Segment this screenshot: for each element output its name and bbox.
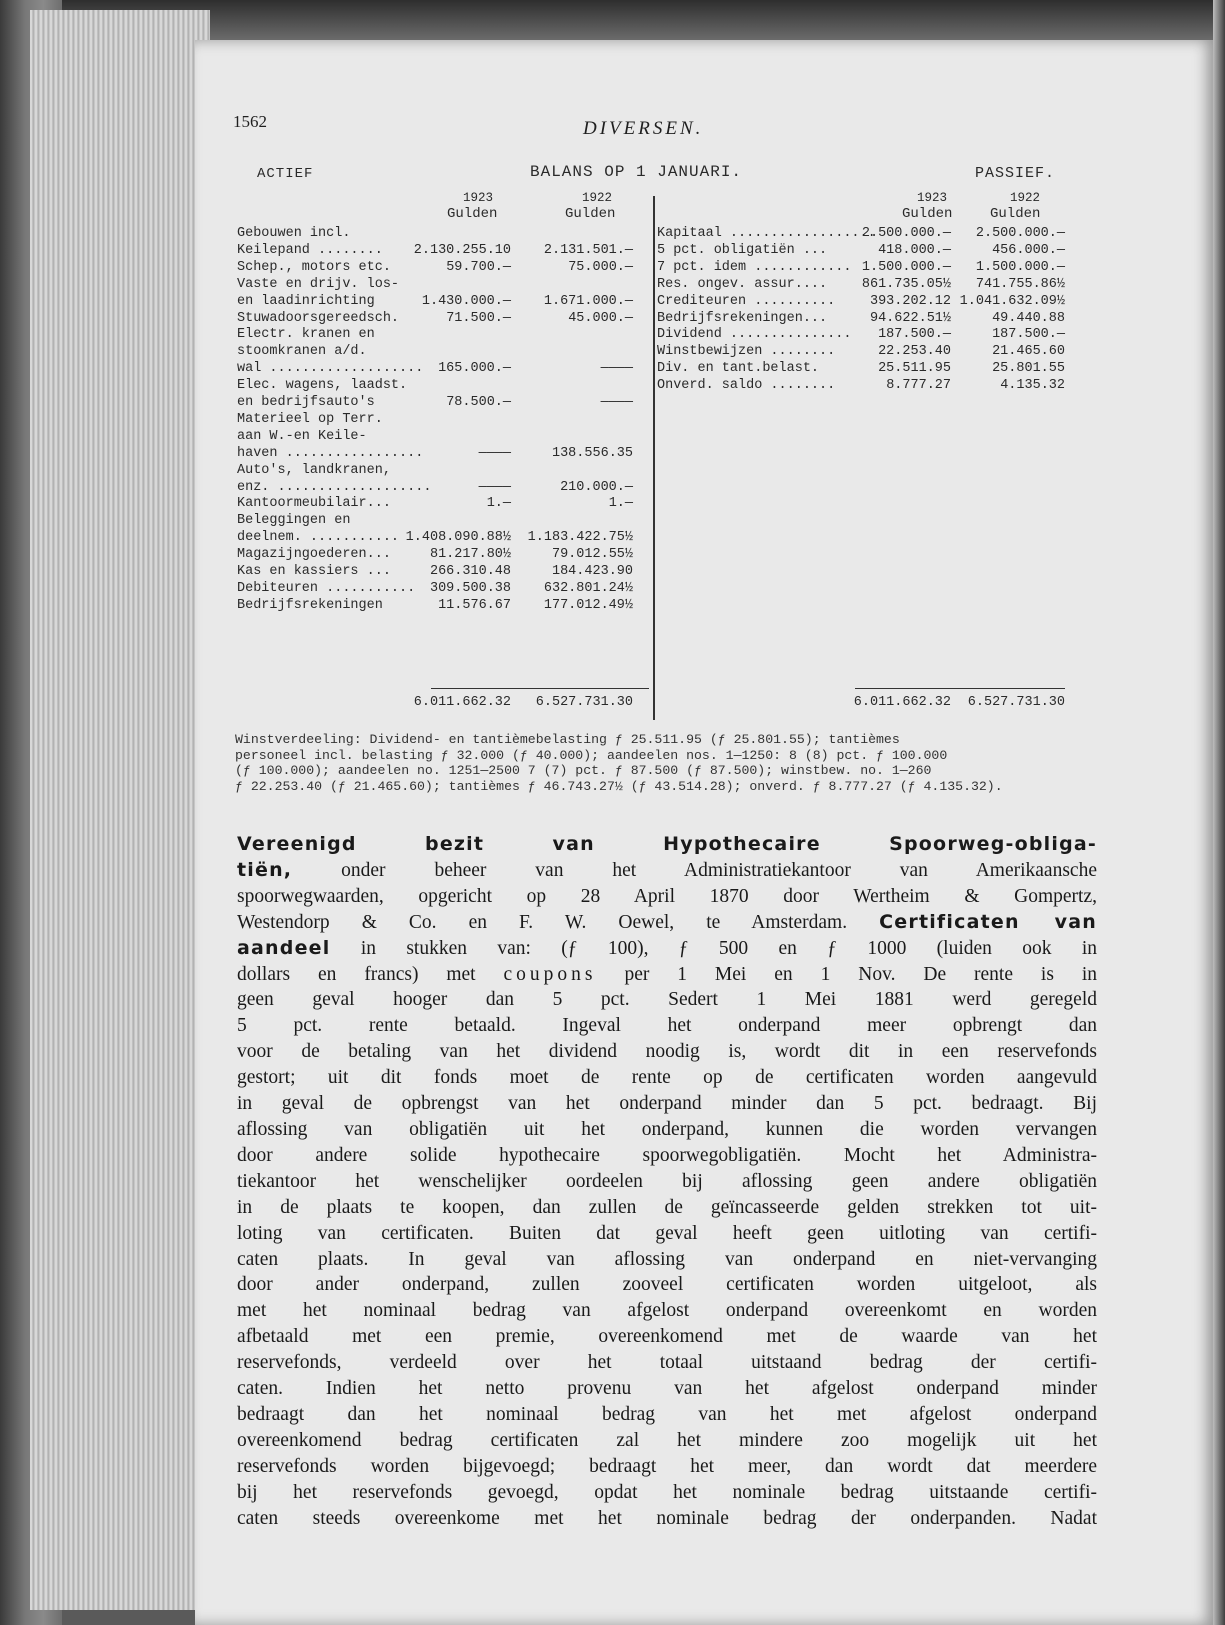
liability-value-1923: 25.511.95 — [878, 361, 951, 377]
book-page — [195, 40, 1215, 1625]
article-line: in de plaats te koopen, dan zullen de geïncasseerde gelden strekken tot uit- — [237, 1196, 1097, 1218]
liability-total-1922: 6.527.731.30 — [967, 695, 1065, 710]
asset-value-1922: 138.556.35 — [551, 445, 633, 461]
asset-label: Materieel op Terr. — [237, 411, 383, 427]
article-line: 5 pct. rente betaald. Ingeval het onderpand meer opbrengt dan — [237, 1015, 1097, 1037]
asset-value-1923: ———— — [478, 479, 511, 495]
note-line: ƒ 22.253.40 (ƒ 21.465.60); tantièmes ƒ 46.743.27½ (ƒ 43.514.28); onverd. ƒ 8.777.27 (ƒ 4.135.32). — [235, 778, 1003, 794]
article-line — [237, 962, 1097, 988]
asset-total-1923: 6.011.662.32 — [413, 695, 511, 710]
asset-label: Kantoormeubilair... — [237, 496, 391, 512]
asset-label: Kas en kassiers ... — [237, 564, 391, 579]
article-line — [237, 858, 1097, 884]
liability-year-1923: 1923 — [917, 191, 948, 205]
liability-value-1923: 94.622.51½ — [869, 310, 951, 326]
asset-unit-1922: Gulden — [565, 206, 616, 222]
asset-label: Elec. wagens, laadst. — [237, 378, 408, 394]
liability-value-1922: 21.465.60 — [992, 344, 1065, 360]
article-line: aflossing van obligatiën uit het onderpand, kunnen die worden vervangen — [237, 1118, 1097, 1140]
article-text: Westendorp & Co. en F. W. Oewel, te Amsterdam. — [237, 911, 848, 933]
asset-value-1923: 1.408.090.88½ — [405, 530, 511, 546]
article-heading-cont: tiën, — [237, 858, 293, 881]
article-line: caten steeds overeenkome met het nominale bedrag der onderpanden. Nadat — [237, 1507, 1097, 1529]
asset-value-1923: 71.500.— — [446, 310, 511, 326]
asset-label: Vaste en drijv. los- — [237, 276, 400, 292]
article-line: bij het reservefonds gevoegd, opdat het nominale bedrag uitstaande certifi- — [237, 1481, 1097, 1503]
liability-value-1922: 1.041.632.09½ — [959, 293, 1065, 309]
article-line: door andere solide hypothecaire spoorwegobligatiën. Mocht het Administra- — [237, 1144, 1097, 1166]
asset-value-1922: 75.000.— — [568, 259, 633, 275]
asset-value-1923: 78.500.— — [446, 395, 511, 410]
asset-year-1923: 1923 — [463, 191, 494, 205]
article-rest — [237, 987, 1097, 1531]
actief-heading: ACTIEF — [257, 166, 314, 182]
book-top-edge — [60, 0, 1225, 40]
aandeel-heading: aandeel — [237, 936, 331, 959]
liability-label: Div. en tant.belast. — [657, 361, 820, 377]
article-line: met het nominaal bedrag van afgelost onderpand overeenkomt en worden — [237, 1300, 1097, 1322]
article-line: voor de betaling van het dividend noodig is, wordt dit in een reservefonds — [237, 1041, 1097, 1063]
asset-value-1922: 632.801.24½ — [543, 580, 633, 596]
asset-value-1922: 184.423.90 — [551, 564, 633, 579]
balance-divider — [653, 196, 655, 720]
asset-label: Auto's, landkranen, — [237, 462, 391, 478]
asset-value-1923: 81.217.80½ — [429, 547, 511, 563]
article-line: overeenkomend bedrag certificaten zal het mindere zoo mogelijk uit het — [237, 1429, 1097, 1451]
asset-value-1923: 2.130.255.10 — [413, 242, 511, 258]
asset-value-1922: ———— — [600, 395, 633, 410]
liability-value-1923: 8.777.27 — [886, 378, 951, 394]
liability-value-1923: 861.735.05½ — [861, 276, 951, 292]
liability-label: Res. ongev. assur.... — [657, 276, 828, 292]
article-line: reservefonds worden bijgevoegd; bedraagt het meer, dan wordt dat meerdere — [237, 1455, 1097, 1477]
liability-label: Dividend ............... — [657, 327, 852, 343]
coupons-spaced: coupons — [503, 963, 597, 985]
running-title: DIVERSEN. — [583, 118, 704, 139]
liability-total-1923: 6.011.662.32 — [853, 695, 951, 710]
asset-value-1922: 1.671.000.— — [543, 293, 633, 309]
liability-unit-1922: Gulden — [990, 206, 1041, 222]
liability-value-1923: 2.500.000.— — [861, 226, 951, 241]
article-line — [237, 936, 1097, 962]
liability-value-1922: 456.000.— — [992, 242, 1065, 258]
asset-label: en laadinrichting — [237, 293, 375, 309]
asset-value-1923: ———— — [478, 445, 511, 461]
article-line: gestort; uit dit fonds moet de rente op de certificaten worden aangevuld — [237, 1067, 1097, 1089]
asset-label: stoomkranen a/d. — [237, 344, 367, 360]
liability-label: Kapitaal .................. — [657, 226, 876, 241]
article-line: caten plaats. In geval van aflossing van onderpand en niet-vervanging — [237, 1248, 1097, 1270]
asset-total-rule — [431, 688, 649, 689]
liability-value-1922: 187.500.— — [992, 327, 1065, 343]
asset-label: Magazijngoederen... — [237, 547, 391, 563]
liability-value-1923: 393.202.12 — [869, 293, 951, 309]
asset-value-1923: 309.500.38 — [429, 580, 511, 596]
article-line: spoorwegwaarden, opgericht op 28 April 1870 door Wertheim & Gompertz, — [237, 885, 1097, 907]
liability-value-1923: 187.500.— — [878, 327, 951, 343]
asset-value-1922: 1.— — [608, 496, 633, 512]
asset-label: Electr. kranen en — [237, 327, 375, 343]
asset-value-1922: 2.131.501.— — [543, 242, 633, 258]
asset-value-1923: 266.310.48 — [429, 564, 511, 579]
liability-label: Crediteuren .......... — [657, 293, 836, 309]
liability-label: Bedrijfsrekeningen... — [657, 310, 828, 326]
liability-total-rule — [855, 688, 1065, 689]
article-line — [237, 910, 1097, 936]
asset-label: Schep., motors etc. — [237, 259, 391, 275]
note-line: Winstverdeeling: Dividend- en tantièmebelasting ƒ 25.511.95 (ƒ 25.801.55); tantièmes — [235, 732, 900, 747]
article-text: dollars en francs) met — [237, 963, 476, 985]
liability-label: Onverd. saldo ........ — [657, 378, 836, 394]
liability-value-1922: 49.440.88 — [992, 310, 1065, 326]
certificaten-heading: Certificaten van — [879, 910, 1098, 933]
asset-label: en bedrijfsauto's — [237, 395, 375, 410]
article-line: caten. Indien het netto provenu van het afgelost onderpand minder — [237, 1378, 1097, 1400]
article-line: afbetaald met een premie, overeenkomend met de waarde van het — [237, 1326, 1097, 1348]
liability-label: 7 pct. idem ............ — [657, 259, 852, 275]
article-text: in stukken van: (ƒ 100), ƒ 500 en ƒ 1000 (luiden ook in — [360, 937, 1097, 959]
asset-label: Beleggingen en — [237, 513, 351, 529]
asset-value-1922: 79.012.55½ — [551, 547, 633, 563]
asset-label: deelnem. ........... — [237, 530, 400, 546]
liability-value-1923: 22.253.40 — [878, 344, 951, 360]
article-heading: Vereenigd bezit van Hypothecaire Spoorweg-obliga- — [237, 833, 1097, 855]
asset-label: Debiteuren ........... — [237, 580, 416, 596]
asset-label: wal ................... — [237, 361, 424, 377]
article-line: loting van certificaten. Buiten dat geval heeft geen uitloting van certifi- — [237, 1222, 1097, 1244]
asset-value-1922: 1.183.422.75½ — [527, 530, 633, 546]
asset-year-1922: 1922 — [582, 191, 613, 205]
liability-year-1922: 1922 — [1010, 191, 1041, 205]
page-stack — [30, 10, 210, 1610]
asset-value-1923: 1.— — [486, 496, 511, 512]
asset-label: Gebouwen incl. — [237, 226, 351, 241]
asset-unit-1923: Gulden — [447, 206, 498, 222]
asset-label: enz. ................... — [237, 479, 432, 495]
balance-heading: BALANS OP 1 JANUARI. — [530, 163, 743, 181]
article-line: tiekantoor het wenschelijker oordeelen bij aflossing geen andere obligatiën — [237, 1170, 1097, 1192]
asset-value-1922: 177.012.49½ — [543, 597, 633, 613]
article-body — [237, 832, 1097, 1531]
asset-value-1923: 1.430.000.— — [421, 293, 511, 309]
liability-value-1922: 741.755.86½ — [975, 276, 1065, 292]
liability-value-1922: 25.801.55 — [992, 361, 1065, 377]
asset-value-1923: 165.000.— — [438, 361, 511, 377]
article-text: onder beheer van het Administratiekantoor van Amerikaansche — [341, 859, 1097, 881]
article-line: reservefonds, verdeeld over het totaal uitstaand bedrag der certifi- — [237, 1352, 1097, 1374]
asset-total-1922: 6.527.731.30 — [535, 695, 633, 710]
asset-value-1922: ———— — [600, 361, 633, 377]
liability-value-1923: 1.500.000.— — [861, 259, 951, 275]
liability-value-1923: 418.000.— — [878, 242, 951, 258]
article-text: per 1 Mei en 1 Nov. De rente is in — [624, 963, 1097, 985]
asset-value-1922: 45.000.— — [568, 310, 633, 326]
asset-label: Keilepand ........ — [237, 242, 383, 258]
article-line: door ander onderpand, zullen zooveel certificaten worden uitgeloot, als — [237, 1274, 1097, 1296]
liability-value-1922: 4.135.32 — [1000, 378, 1065, 394]
liability-value-1922: 1.500.000.— — [975, 259, 1065, 275]
asset-label: aan W.-en Keile- — [237, 428, 367, 444]
liability-label: Winstbewijzen ........ — [657, 344, 836, 360]
article-line: in geval de opbrengst van het onderpand minder dan 5 pct. bedraagt. Bij — [237, 1093, 1097, 1115]
passief-heading: PASSIEF. — [975, 165, 1056, 182]
asset-value-1922: 210.000.— — [560, 479, 633, 495]
asset-label: Bedrijfsrekeningen — [237, 597, 383, 613]
asset-value-1923: 59.700.— — [446, 259, 511, 275]
liability-label: 5 pct. obligatiën ... — [657, 242, 828, 258]
article-line: bedraagt dan het nominaal bedrag van het met afgelost onderpand — [237, 1403, 1097, 1425]
book-right-edge — [1213, 0, 1225, 1625]
asset-label: haven ................. — [237, 445, 424, 461]
liability-value-1922: 2.500.000.— — [975, 226, 1065, 241]
note-line: (ƒ 100.000); aandeelen no. 1251—2500 7 (7) pct. ƒ 87.500 (ƒ 87.500); winstbew. no. 1—260 — [235, 763, 932, 779]
asset-label: Stuwadoorsgereedsch. — [237, 310, 400, 326]
profit-distribution-note — [235, 732, 1070, 794]
note-line: personeel incl. belasting ƒ 32.000 (ƒ 40.000); aandeelen nos. 1—1250: 8 (8) pct. ƒ 100.000 — [235, 747, 948, 763]
asset-value-1923: 11.576.67 — [438, 597, 511, 613]
page-number: 1562 — [233, 112, 267, 131]
article-line: geen geval hooger dan 5 pct. Sedert 1 Mei 1881 werd geregeld — [237, 989, 1097, 1011]
liability-unit-1923: Gulden — [902, 206, 953, 222]
